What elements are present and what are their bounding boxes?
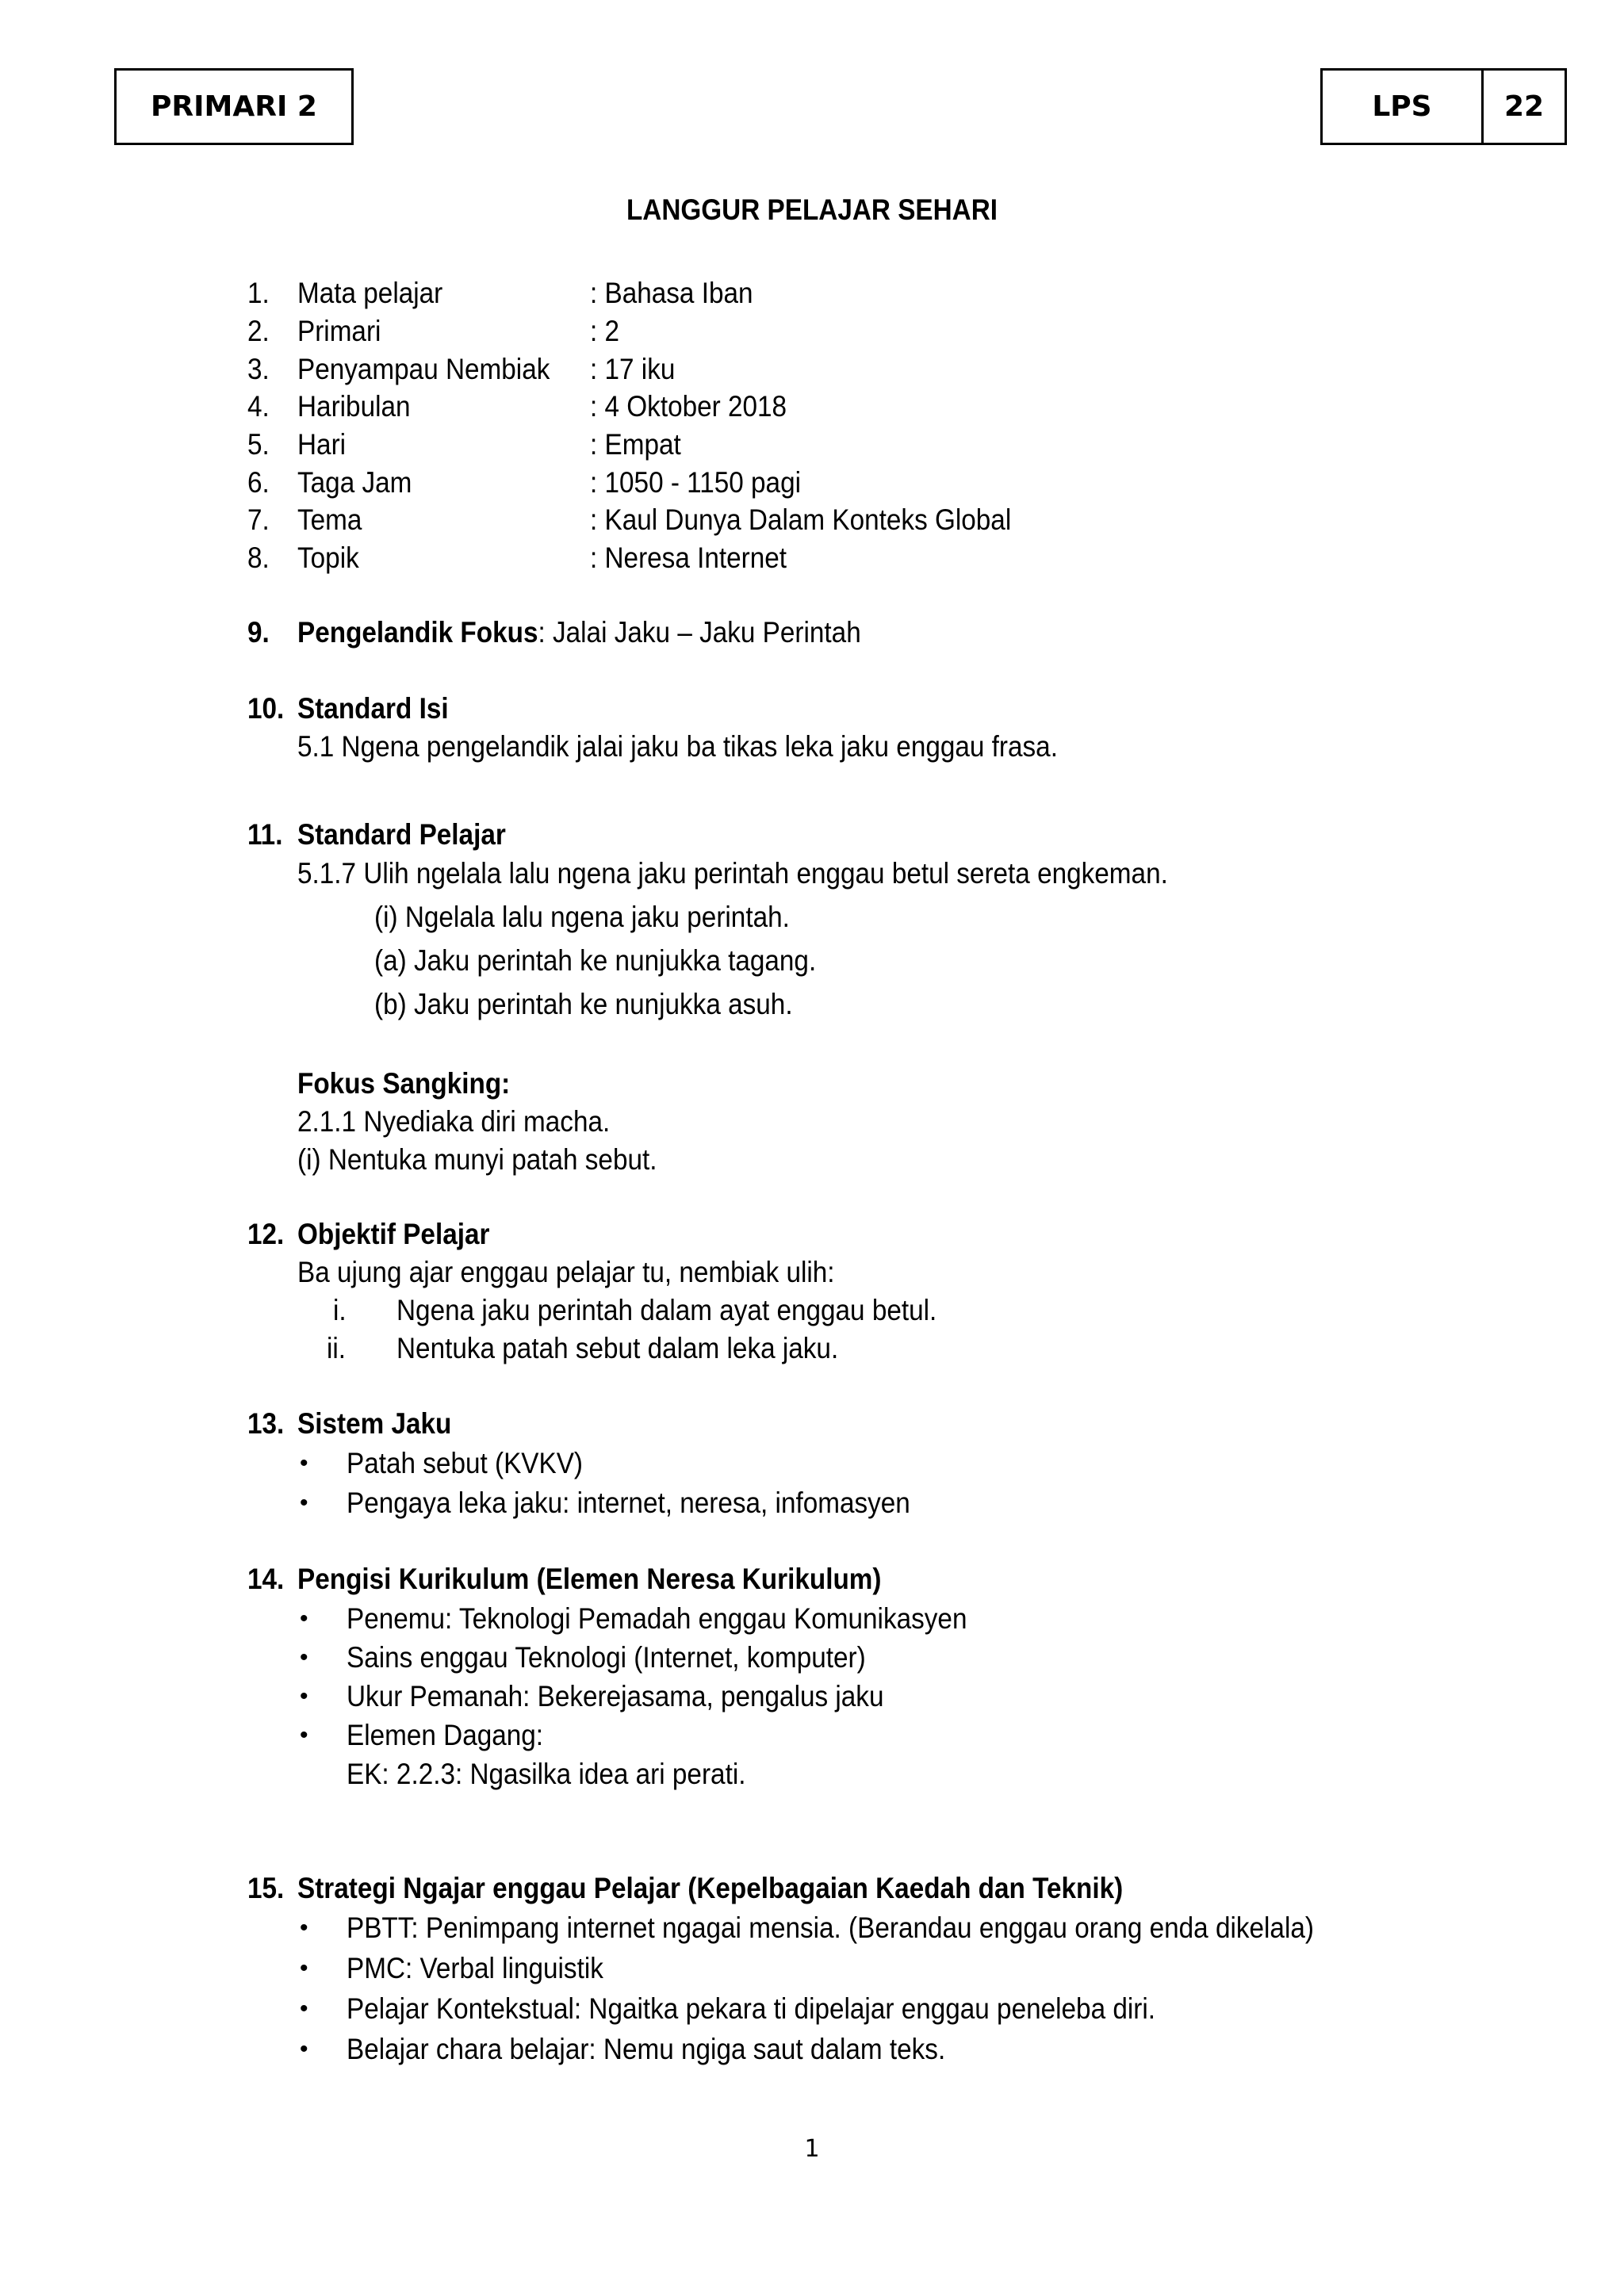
info-label: Mata pelajar	[297, 277, 443, 309]
info-label: Topik	[297, 541, 359, 574]
list-item: Penemu: Teknologi Pemadah enggau Komunikasyen	[347, 1602, 967, 1635]
info-num: 5.	[247, 428, 270, 461]
section-9-text: : Jalai Jaku – Jaku Perintah	[538, 616, 861, 649]
info-label: Hari	[297, 428, 347, 461]
bullet-icon: •	[300, 1605, 308, 1632]
bullet-icon: •	[300, 1996, 308, 2022]
info-label: Tema	[297, 503, 362, 536]
section-10-heading: Standard Isi	[297, 692, 449, 725]
info-num: 7.	[247, 503, 270, 536]
section-15-heading: Strategi Ngajar enggau Pelajar (Kepelbagaian Kaedah dan Teknik)	[297, 1872, 1124, 1904]
lesson-code-box	[1320, 68, 1567, 145]
lesson-number: 22	[1503, 90, 1545, 123]
info-num: 1.	[247, 277, 270, 309]
section-11-num: 11.	[247, 818, 283, 851]
list-item: PBTT: Penimpang internet ngagai mensia. (Berandau enggau orang enda dikelala)	[347, 1911, 1314, 1944]
document-title: LANGGUR PELAJAR SEHARI	[626, 193, 998, 226]
lesson-code: LPS	[1372, 90, 1432, 123]
section-14-num: 14.	[247, 1563, 285, 1595]
level-box	[114, 68, 354, 145]
info-value: : 1050 - 1150 pagi	[590, 466, 802, 499]
info-num: 6.	[247, 466, 270, 499]
info-label: Taga Jam	[297, 466, 412, 499]
section-10-line: 5.1 Ngena pengelandik jalai jaku ba tikas leka jaku enggau frasa.	[297, 730, 1058, 763]
objective-text: Ngena jaku perintah dalam ayat enggau betul.	[396, 1294, 937, 1326]
list-item: Belajar chara belajar: Nemu ngiga saut dalam teks.	[347, 2033, 946, 2065]
info-value: : Neresa Internet	[590, 541, 787, 574]
info-value: : 2	[590, 315, 620, 347]
info-label: Penyampau Nembiak	[297, 353, 550, 385]
info-label: Haribulan	[297, 390, 411, 423]
level-label: PRIMARI 2	[151, 90, 317, 123]
bullet-icon: •	[300, 2036, 308, 2062]
list-item: Pelajar Kontekstual: Ngaitka pekara ti dipelajar enggau peneleba diri.	[347, 1992, 1156, 2025]
section-11-sub: (a) Jaku perintah ke nunjukka tagang.	[374, 944, 817, 977]
section-9-line	[297, 615, 861, 650]
section-15-num: 15.	[247, 1872, 285, 1904]
bullet-icon: •	[300, 1683, 308, 1709]
list-item: PMC: Verbal linguistik	[347, 1952, 603, 1984]
bullet-icon: •	[300, 1955, 308, 1981]
list-item-extra: EK: 2.2.3: Ngasilka idea ari perati.	[347, 1758, 746, 1790]
info-value: : Kaul Dunya Dalam Konteks Global	[590, 503, 1012, 536]
section-12-num: 12.	[247, 1218, 285, 1250]
section-12-intro: Ba ujung ajar enggau pelajar tu, nembiak ulih:	[297, 1256, 835, 1288]
fokus-heading: Fokus Sangking:	[297, 1067, 511, 1100]
section-9-heading: Pengelandik Fokus	[297, 616, 538, 649]
bullet-icon: •	[300, 1490, 308, 1516]
bullet-icon: •	[300, 1722, 308, 1748]
section-11-line: 5.1.7 Ulih ngelala lalu ngena jaku perintah enggau betul sereta engkeman.	[297, 857, 1168, 890]
section-11-sub: (i) Ngelala lalu ngena jaku perintah.	[374, 901, 790, 933]
info-value: : 17 iku	[590, 353, 676, 385]
objective-text: Nentuka patah sebut dalam leka jaku.	[396, 1332, 839, 1364]
section-10-num: 10.	[247, 692, 285, 725]
bullet-icon: •	[300, 1644, 308, 1670]
info-value: : Bahasa Iban	[590, 277, 753, 309]
info-label: Primari	[297, 315, 381, 347]
section-14-heading: Pengisi Kurikulum (Elemen Neresa Kurikulum)	[297, 1563, 882, 1595]
section-11-heading: Standard Pelajar	[297, 818, 506, 851]
section-11-sub: (b) Jaku perintah ke nunjukka asuh.	[374, 988, 793, 1020]
section-9-num: 9.	[247, 616, 270, 649]
section-13-heading: Sistem Jaku	[297, 1407, 452, 1440]
fokus-line: (i) Nentuka munyi patah sebut.	[297, 1143, 657, 1176]
info-num: 4.	[247, 390, 270, 423]
section-13-num: 13.	[247, 1407, 285, 1440]
objective-mark: i.	[333, 1294, 347, 1326]
bullet-icon: •	[300, 1450, 308, 1476]
info-num: 3.	[247, 353, 270, 385]
info-num: 8.	[247, 541, 270, 574]
page-number: 1	[804, 2135, 820, 2163]
fokus-line: 2.1.1 Nyediaka diri macha.	[297, 1105, 611, 1138]
bullet-icon: •	[300, 1915, 308, 1941]
list-item: Pengaya leka jaku: internet, neresa, infomasyen	[347, 1487, 910, 1519]
info-value: : 4 Oktober 2018	[590, 390, 787, 423]
list-item: Patah sebut (KVKV)	[347, 1447, 584, 1479]
objective-mark: ii.	[327, 1332, 347, 1364]
section-12-heading: Objektif Pelajar	[297, 1218, 490, 1250]
list-item: Sains enggau Teknologi (Internet, komputer)	[347, 1641, 866, 1674]
info-num: 2.	[247, 315, 270, 347]
list-item: Elemen Dagang:	[347, 1719, 544, 1751]
info-value: : Empat	[590, 428, 681, 461]
list-item: Ukur Pemanah: Bekerejasama, pengalus jaku	[347, 1680, 884, 1712]
